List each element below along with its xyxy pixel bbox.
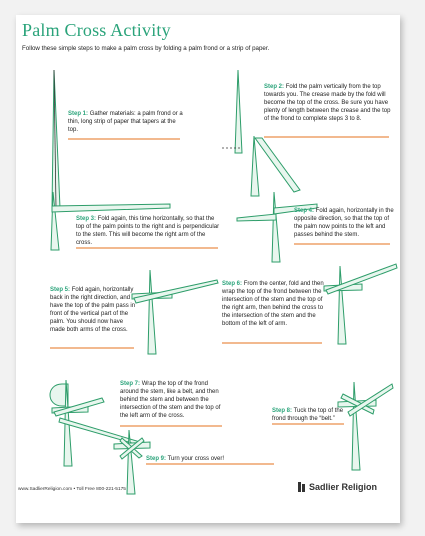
step-6-text: Step 6: From the center, fold and then wrap the top of the frond between the intersection of the stem and the top of the right arm, then behind the cross to the intersection of the stem and the bottom of the left of arm.: [222, 281, 324, 327]
step-9-underline: [146, 463, 274, 465]
footer-contact: www.SadlierReligion.com • Toll Free 800-221-5175: [18, 487, 126, 492]
step-7-text: Step 7: Wrap the top of the frond around the stem, like a belt, and then behind the stem and between the intersection of the stem and the top of the left arm of the cross.: [120, 381, 221, 419]
step-8-text: Step 8: Tuck the top of the frond through the “belt.”: [272, 408, 344, 422]
step-1-text: Step 1: Gather materials: a palm frond or a thin, long strip of paper that tapers at the top.: [68, 111, 183, 133]
step-9-text: Step 9: Turn your cross over!: [146, 456, 225, 462]
sadlier-logo-icon: [298, 482, 306, 492]
page-title: Palm Cross Activity: [22, 20, 171, 40]
brand-name: Sadlier Religion: [309, 482, 378, 492]
step-1-underline: [68, 138, 180, 140]
step-2-text: Step 2: Fold the palm vertically from the top towards you. The crease made by the fold will become the top of the cross. Be sure you have plenty of length between the crease and the top of the frond to complete steps 3 to 8.: [264, 84, 391, 122]
intro-text: Follow these simple steps to make a palm cross by folding a palm frond or a strip of paper.: [22, 45, 270, 52]
step-3-text: Step 3: Fold again, this time horizontally, so that the top of the palm points to the right and is perpendicular to the stem. This will become the right arm of the cross.: [76, 216, 220, 246]
step-4-text: Step 4: Fold again, horizontally in the opposite direction, so that the top of the palm now points to the left and passes behind the stem.: [294, 208, 394, 238]
step-8-illustration: [318, 380, 398, 475]
step-2-underline: [264, 136, 389, 138]
step-5-underline: [50, 347, 134, 349]
step-6-underline: [222, 342, 322, 344]
step-7-underline: [120, 425, 222, 427]
step-8-underline: [272, 423, 344, 425]
step-4-underline: [294, 243, 390, 245]
step-5-text: Step 5: Fold again, horizontally back in the right direction, and have the top of the palm pass in front of the vertical part of the palm. You should now have made both arms of the cross.: [50, 287, 136, 333]
step-3-underline: [76, 247, 218, 249]
brand-logo: [298, 482, 377, 492]
